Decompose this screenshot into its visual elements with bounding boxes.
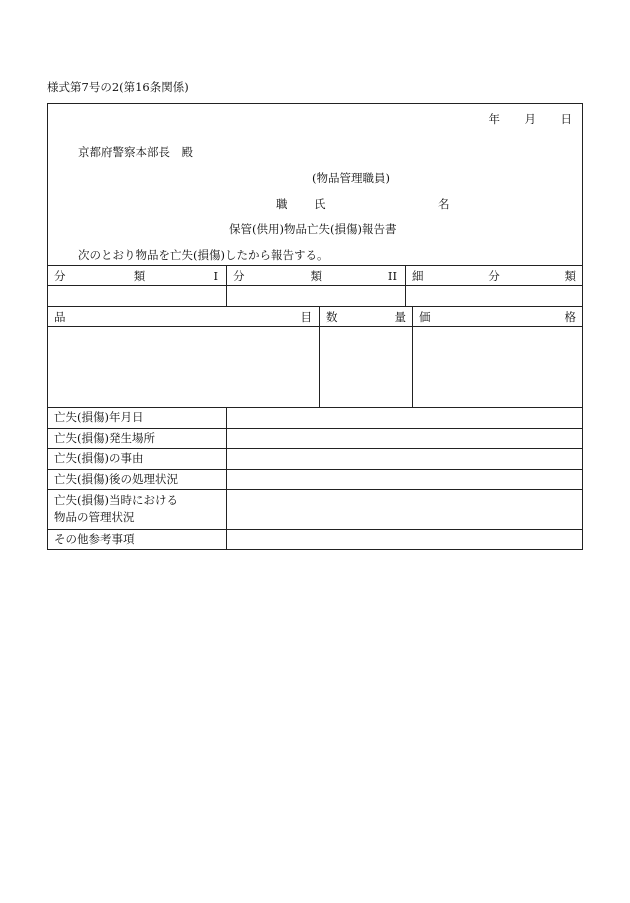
management-status-label: 亡失(損傷)当時における 物品の管理状況 — [54, 493, 178, 524]
divider — [405, 265, 406, 306]
classification-1-header: 分 類 I — [54, 269, 218, 283]
loss-reason-label: 亡失(損傷)の事由 — [54, 451, 144, 466]
report-form — [47, 103, 583, 550]
divider — [226, 265, 227, 306]
price-header: 価 格 — [419, 310, 576, 324]
date-line — [464, 111, 572, 127]
reporter-role: (物品管理職員) — [312, 171, 390, 185]
divider — [319, 306, 320, 407]
seal-label: 名 — [438, 197, 450, 211]
loss-location-label: 亡失(損傷)発生場所 — [54, 430, 155, 445]
divider — [226, 407, 227, 550]
date-year: 年 — [488, 112, 500, 126]
classification-2-header: 分 類 II — [233, 269, 397, 283]
other-notes-label: その他参考事項 — [54, 531, 135, 546]
date-month: 月 — [524, 112, 536, 126]
date-day: 日 — [560, 112, 572, 126]
name-label: 氏 — [314, 197, 326, 211]
item-name-header: 品 目 — [54, 310, 312, 324]
loss-date-label: 亡失(損傷)年月日 — [54, 410, 144, 425]
quantity-header: 数 量 — [326, 310, 406, 324]
divider — [412, 306, 413, 407]
report-title: 保管(供用)物品亡失(損傷)報告書 — [229, 222, 397, 236]
report-statement: 次のとおり物品を亡失(損傷)したから報告する。 — [78, 248, 329, 262]
form-number: 様式第7号の2(第16条関係) — [47, 80, 189, 94]
addressee: 京都府警察本部長 殿 — [78, 145, 193, 159]
detail-classification-header: 細 分 類 — [412, 269, 576, 283]
position-label: 職 — [276, 197, 288, 211]
post-loss-handling-label: 亡失(損傷)後の処理状況 — [54, 471, 178, 486]
